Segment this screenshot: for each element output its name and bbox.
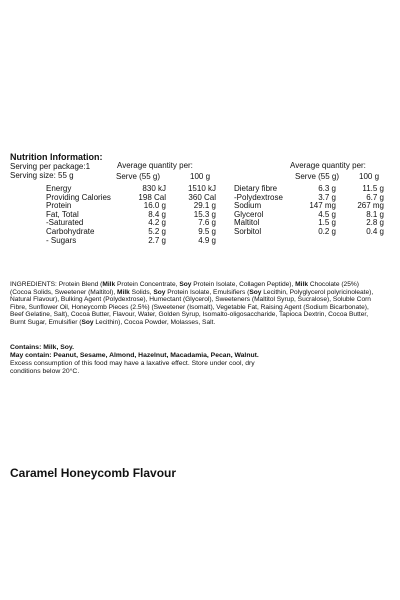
allergen-word: Milk xyxy=(102,281,116,288)
nutrition-right-per100-value: 11.5 g xyxy=(362,184,384,193)
allergen-word: Soy xyxy=(249,288,262,296)
allergen-word: Milk xyxy=(117,288,130,296)
nutrition-left-per100-value: 360 Cal xyxy=(188,192,216,202)
nutrition-left-label: Carbohydrate xyxy=(46,227,95,236)
nutrition-right-label: -Polydextrose xyxy=(234,192,283,202)
nutrition-left-serve-value: 4.2 g xyxy=(148,218,166,228)
nutrition-panel xyxy=(10,152,390,245)
serving-size: Serving size: 55 g xyxy=(10,171,74,180)
allergen-word: Soy xyxy=(153,288,166,296)
nutrition-left-per100-value: 9.5 g xyxy=(198,227,216,236)
allergen-word: Soy xyxy=(81,318,94,326)
nutrition-left-label: Providing Calories xyxy=(46,192,111,202)
allergen-block xyxy=(10,344,376,376)
ingredients-segment: INGREDIENTS: Protein Blend ( xyxy=(10,281,103,288)
allergen-word: Soy xyxy=(179,281,192,288)
nutrition-left-serve-value: 830 kJ xyxy=(142,184,166,193)
nutrition-right-label: Dietary fibre xyxy=(234,184,278,193)
nutrition-right-serve-value: 6.3 g xyxy=(318,184,336,193)
nutrition-right-serve-value: 4.5 g xyxy=(318,209,336,219)
nutrition-right-serve-value: 147 mg xyxy=(309,201,336,211)
ingredients-text xyxy=(10,281,376,327)
col-100g-right: 100 g xyxy=(359,172,380,181)
servings-per-package: Serving per package:1 xyxy=(10,162,91,171)
nutrition-left-serve-value: 5.2 g xyxy=(148,227,166,236)
may-contain-line: May contain: Peanut, Sesame, Almond, Hazelnut, Macadamia, Pecan, Walnut. xyxy=(10,352,259,359)
ingredients-segment: Protein Isolate, Emulsifiers ( xyxy=(165,288,250,296)
ingredients-segment: Lecithin, Polyglycerol polyricinoleate), Natural Flavour), Bulking Agent (Polydextrose), Humectant (Glycerol), Sweeteners (Maltitol Syrup, Sucralose), Soluble Corn Fibre, Sunflower Oil, Honeycomb Pieces (2.5%) (Sweetener (Isomalt), Vegetable Fat, Raising Agent (Sodium Bicarbonate), Beef Gelatine, Salt), Cocoa Butter, Flavour, Water, Golden Syrup, Isomalto-oligosaccharide, Tapioca Dextrin, Cocoa Butter, Burnt Sugar, Emulsifier ( xyxy=(10,288,374,326)
nutrition-right-serve-value: 1.5 g xyxy=(318,218,336,228)
ingredients-segment: Protein Isolate, Collagen Peptide), xyxy=(191,281,296,288)
nutrition-left-label: -Saturated xyxy=(46,218,84,228)
nutrition-right-label: Maltitol xyxy=(234,218,260,228)
nutrition-left-row xyxy=(46,237,216,246)
allergen-word: Milk xyxy=(295,281,308,288)
nutrition-right-per100-value: 8.1 g xyxy=(366,209,384,219)
nutrition-title: Nutrition Information: xyxy=(10,152,103,162)
nutrition-left-serve-value: 16.0 g xyxy=(143,201,166,211)
avg-qty-header-right: Average quantity per: xyxy=(290,161,366,170)
nutrition-right-per100-value: 2.8 g xyxy=(366,218,384,228)
avg-qty-header-left: Average quantity per: xyxy=(117,161,193,170)
col-100g-left: 100 g xyxy=(190,172,211,181)
contains-line: Contains: Milk, Soy. xyxy=(10,344,75,351)
nutrition-left-label: Energy xyxy=(46,184,72,193)
col-serve-left: Serve (55 g) xyxy=(116,172,161,181)
nutrition-left-per100-value: 1510 kJ xyxy=(187,184,216,193)
nutrition-left-serve-value: 198 Cal xyxy=(138,192,166,202)
nutrition-right-label: Sodium xyxy=(234,201,262,211)
nutrition-right-serve-value: 0.2 g xyxy=(318,227,336,236)
nutrition-left-label: - Sugars xyxy=(46,235,77,245)
nutrition-left-serve-value: 2.7 g xyxy=(148,235,166,245)
nutrition-left-per100-value: 7.6 g xyxy=(198,218,216,228)
nutrition-left-per100-value: 4.9 g xyxy=(198,235,216,245)
nutrition-right-per100-value: 0.4 g xyxy=(366,227,384,236)
col-serve-right: Serve (55 g) xyxy=(295,172,340,181)
nutrition-left-per100-value: 15.3 g xyxy=(193,209,216,219)
nutrition-left-label: Fat, Total xyxy=(46,209,79,219)
flavour-title: Caramel Honeycomb Flavour xyxy=(10,466,177,480)
nutrition-left-label: Protein xyxy=(46,201,72,211)
ingredients-segment: Chocolate (25%) (Cocoa Solids, Sweetener (Maltitol), xyxy=(10,281,359,296)
nutrition-right-serve-value: 3.7 g xyxy=(318,192,336,202)
nutrition-right-per100-value: 267 mg xyxy=(357,201,384,211)
nutrition-right-row xyxy=(234,228,384,237)
ingredients-segment: Solids, xyxy=(129,288,154,296)
nutrition-right-per100-value: 6.7 g xyxy=(366,192,384,202)
nutrition-left-per100-value: 29.1 g xyxy=(193,201,216,211)
ingredients-segment: Lecithin), Cocoa Powder, Molasses, Salt. xyxy=(93,318,216,326)
storage-note: Excess consumption of this food may have a laxative effect. Store under cool, dry conditions below 20°C. xyxy=(10,360,255,375)
nutrition-right-label: Glycerol xyxy=(234,209,264,219)
ingredients-segment: Protein Concentrate, xyxy=(115,281,180,288)
nutrition-left-serve-value: 8.4 g xyxy=(148,209,166,219)
nutrition-right-label: Sorbitol xyxy=(234,227,262,236)
